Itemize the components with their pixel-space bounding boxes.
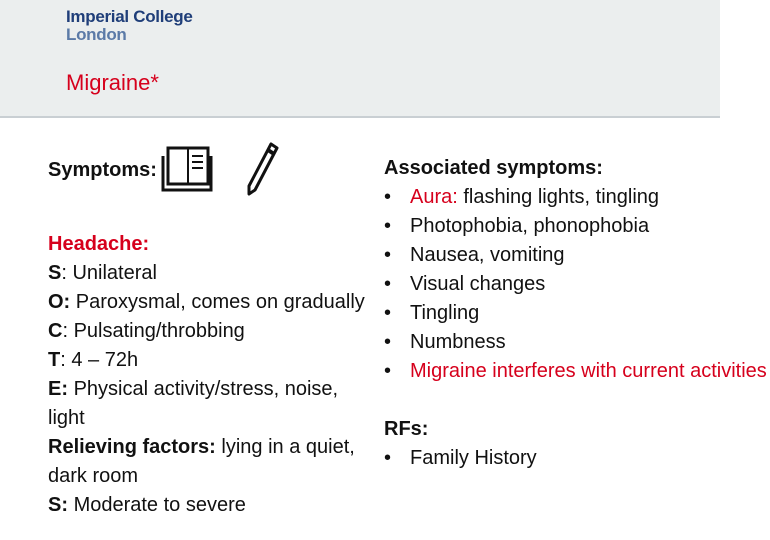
right-column xyxy=(384,154,767,473)
socrates-item-timing: T: 4 – 72h xyxy=(48,349,139,371)
left-column xyxy=(48,140,378,520)
socrates-item-relieving: Relieving factors: lying in a quiet, dark room xyxy=(48,436,355,487)
socrates-item-character: C: Pulsating/throbbing xyxy=(48,320,245,342)
list-item: • Nausea, vomiting xyxy=(384,244,565,266)
list-item-aura: • Aura: flashing lights, tingling xyxy=(384,186,660,208)
pencil-icon xyxy=(241,142,281,198)
symptoms-row xyxy=(48,140,378,200)
slide-title: Migraine* xyxy=(66,70,159,95)
socrates-list xyxy=(48,259,378,520)
list-item-rf: • Family History xyxy=(384,447,537,469)
associated-list xyxy=(384,183,767,386)
socrates-item-severity: S: Moderate to severe xyxy=(48,494,246,516)
book-icon xyxy=(161,146,213,194)
imperial-logo xyxy=(66,8,193,44)
slide-header xyxy=(0,0,720,118)
socrates-item-site: S: Unilateral xyxy=(48,262,157,284)
rfs-list xyxy=(384,444,720,473)
list-item: • Visual changes xyxy=(384,273,546,295)
list-item-migraine-interferes: • Migraine interferes with current activities xyxy=(384,360,767,382)
headache-heading: Headache: xyxy=(48,233,150,255)
logo-line-2: London xyxy=(66,25,127,44)
socrates-item-exacerbating: E: Physical activity/stress, noise, light xyxy=(48,378,339,429)
list-item: • Tingling xyxy=(384,302,480,324)
rfs-heading: RFs: xyxy=(384,418,429,440)
logo-line-1: Imperial College xyxy=(66,7,193,26)
list-item: • Numbness xyxy=(384,331,506,353)
symptom-icons xyxy=(161,142,281,198)
associated-heading: Associated symptoms: xyxy=(384,157,603,179)
symptoms-label: Symptoms: xyxy=(48,158,157,181)
socrates-item-onset: O: Paroxysmal, comes on gradually xyxy=(48,291,365,313)
list-item: • Photophobia, phonophobia xyxy=(384,215,650,237)
